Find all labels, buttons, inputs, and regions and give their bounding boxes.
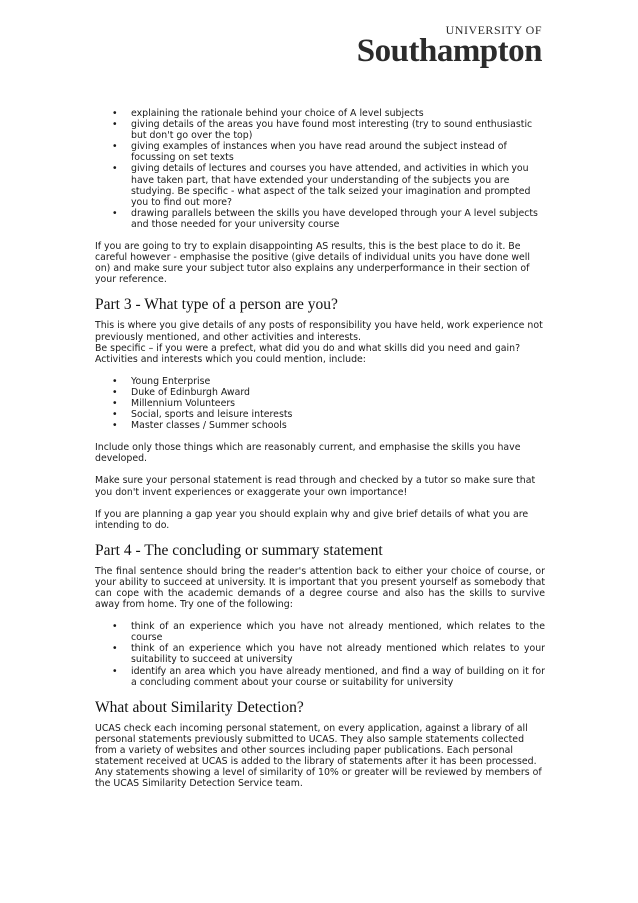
part3-para4: Include only those things which are reasonably current, and emphasise the skills you have developed. [95, 442, 521, 465]
list-item: • Young Enterprise [112, 375, 211, 387]
concluding-bullet-list [95, 621, 545, 688]
part3-para3: Activities and interests which you could mention, include: [95, 353, 366, 365]
part4-para1: The final sentence should bring the reader's attention back to either your choice of course, or your ability to succeed at university. It is important that you present yourself as somebody that can cope with the academic demands of a degree course and also has the skills to survive away from home. Try one of the following: [95, 565, 545, 611]
document-body [95, 108, 545, 800]
list-item: • giving details of the areas you have found most interesting (try to sound enthusiastic but don't go over the top) [112, 119, 533, 142]
list-item: • Duke of Edinburgh Award [112, 386, 250, 398]
bullet-icon: • [112, 386, 118, 398]
activities-bullet-list [95, 376, 545, 431]
list-item: • Master classes / Summer schools [112, 420, 287, 432]
list-item: • identify an area which you have already mentioned, and find a way of building on it for a concluding comment about your course or suitability for university [112, 665, 545, 688]
bullet-icon: • [112, 163, 118, 175]
part3-para2: Be specific – if you were a prefect, what did you do and what skills did you need and gain? [95, 342, 521, 354]
as-results-paragraph: If you are going to try to explain disappointing AS results, this is the best place to do it. Be careful however - emphasise the positive (give details of individual units you have done well on) and make sure your subject tutor also explains any underperformance in their section of your reference. [95, 241, 530, 286]
list-item: • giving examples of instances when you have read around the subject instead of focussing on set texts [112, 141, 507, 164]
bullet-icon: • [112, 420, 118, 432]
intro-bullet-list [95, 108, 545, 230]
similarity-heading: What about Similarity Detection? [95, 698, 304, 716]
list-item: • giving details of lectures and courses you have attended, and activities in which you have taken part, that have extended your understanding of the subjects you are studying. Be specific - what aspect of the talk seized your imagination and prompted you to find out more? [112, 163, 531, 208]
list-item: • think of an experience which you have not already mentioned, which relates to the course [112, 621, 545, 644]
list-item: • think of an experience which you have not already mentioned which relates to your suitability to succeed at university [112, 643, 545, 666]
bullet-icon: • [112, 375, 118, 387]
university-logo [356, 23, 542, 69]
logo-university-of: UNIVERSITY OF [445, 23, 542, 37]
list-item: • Millennium Volunteers [112, 397, 236, 409]
list-item: • explaining the rationale behind your choice of A level subjects [112, 108, 424, 119]
bullet-icon: • [112, 141, 118, 153]
part3-heading: Part 3 - What type of a person are you? [95, 296, 338, 314]
bullet-icon: • [112, 207, 118, 219]
similarity-paragraph: UCAS check each incoming personal statement, on every application, against a library of all personal statements previously submitted to UCAS. They also sample statements collected from a variety of websites and other sources including paper publications. Each personal statement received at UCAS is added to the library of statements after it has been processed. Any statements showing a level of similarity of 10% or greater will be reviewed by members of the UCAS Similarity Detection Service team. [95, 722, 542, 790]
bullet-icon: • [112, 665, 118, 677]
bullet-icon: • [112, 397, 118, 409]
part3-para6: If you are planning a gap year you should explain why and give brief details of what you are intending to do. [95, 508, 529, 531]
part3-para1: This is where you give details of any posts of responsibility you have held, work experience not previously mentioned, and other activities and interests. [95, 320, 543, 343]
bullet-icon: • [112, 621, 118, 633]
list-item: • Social, sports and leisure interests [112, 409, 293, 421]
logo-southampton: Southampton [356, 33, 542, 69]
bullet-icon: • [112, 108, 118, 119]
part3-para5: Make sure your personal statement is read through and checked by a tutor so make sure that you don't invent experiences or exaggerate your own importance! [95, 475, 536, 498]
list-item: • drawing parallels between the skills you have developed through your A level subjects and those needed for your university course [112, 207, 538, 230]
bullet-icon: • [112, 119, 118, 131]
bullet-icon: • [112, 409, 118, 421]
bullet-icon: • [112, 643, 118, 655]
part4-heading: Part 4 - The concluding or summary statement [95, 541, 383, 559]
part3-intro [95, 320, 545, 364]
